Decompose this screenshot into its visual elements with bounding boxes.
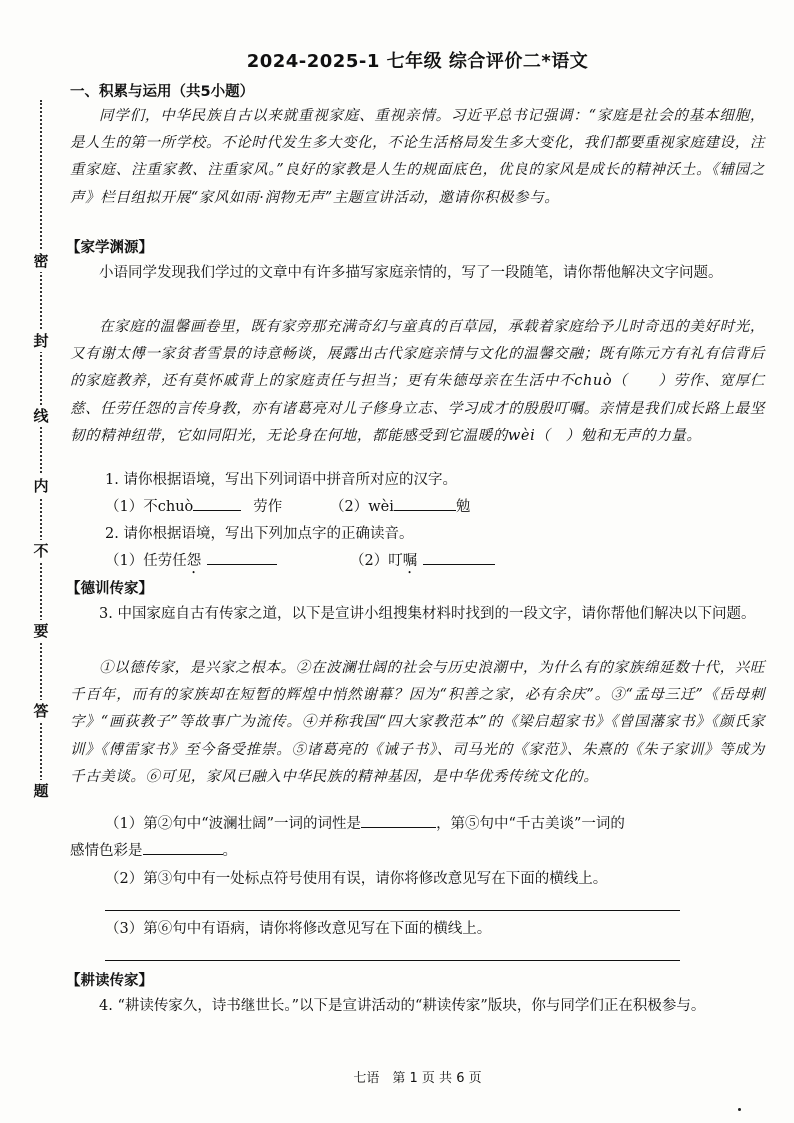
- q1b-tail: 勉: [455, 499, 471, 515]
- q1b-pinyin: wèi: [368, 499, 394, 515]
- q3-1-text-a: （1）第②句中“波澜壮阔”一词的词性是: [105, 816, 362, 832]
- q2a-dotted-char: 怨: [186, 553, 202, 569]
- question-3-3: （3）第⑥句中有语病，请你将修改意见写在下面的横线上。: [105, 921, 492, 937]
- answer-blank[interactable]: [143, 838, 223, 855]
- question-4: 4. “耕读传家久，诗书继世长。”以下是宣讲活动的“耕读传家”版块，你与同学们正在积极参与。: [99, 998, 706, 1014]
- answer-blank[interactable]: [394, 494, 456, 511]
- binding-char: 密: [28, 250, 54, 272]
- question-2: 2. 请你根据语境，写出下列加点字的正确读音。: [105, 526, 414, 542]
- q1a-tail: 劳作: [253, 499, 283, 515]
- question-2-1: [105, 548, 277, 577]
- binding-char: 答: [28, 700, 54, 722]
- page-footer: 七语 第 1 页 共 6 页: [353, 1071, 482, 1086]
- binding-char: 内: [28, 475, 54, 497]
- block1-lead: 小语同学发现我们学过的文章中有许多描写家庭亲情的，写了一段随笔，请你帮他解决文字问题。: [99, 265, 723, 281]
- answer-blank[interactable]: [423, 548, 495, 565]
- binding-char: 封: [28, 330, 54, 352]
- q3-1-text-c: 感情色彩是: [70, 843, 143, 859]
- answer-blank[interactable]: [361, 811, 436, 828]
- binding-dotted-line: [40, 100, 42, 800]
- block-label-jiaxue: 【家学渊源】: [66, 240, 153, 256]
- block2-passage: ①以德传家，是兴家之根本。②在波澜壮阔的社会与历史浪潮中，为什么有的家族绵延数十代，兴旺千百年，而有的家族却在短暂的辉煌中悄然谢幕？因为“积善之家，必有余庆”。③“孟母三迁”《岳母刺字》“画荻教子”等故事广为流传。④并称我国“四大家教范本”的《梁启超家书》《曾国藩家书》《颜氏家训》《傅雷家书》至今备受推崇。⑤诸葛亮的《诫子书》、司马光的《家范》、朱熹的《朱子家训》等成为千古美谈。⑥可见，家风已融入中华民族的精神基因，是中华优秀传统文化的。: [70, 660, 765, 785]
- block1-essay: 在家庭的温馨画卷里，既有家旁那充满奇幻与童真的百草园，承载着家庭给予儿时奇迅的美好时光，又有谢太傅一家贫者雪景的诗意畅谈，展露出古代家庭亲情与文化的温馨交融；既有陈元方有礼有信背后的家庭教养，还有莫怀戚背上的家庭责任与担当；更有朱德母亲在生活中不chuò（ ）劳作、宽厚仁慈、任劳任怨的言传身教，亦有诸葛亮对儿子修身立志、学习成才的殷殷叮嘱。亲情是我们成长路上最坚韧的精神纽带，它如同阳光，无论身在何地，都能感受到它温暖的wèi（ ）勉和无声的力量。: [70, 319, 765, 444]
- binding-char: 不: [28, 540, 54, 562]
- q3-1-text-d: 。: [222, 843, 237, 859]
- q2b-dotted-char: 嘱: [402, 553, 418, 569]
- q2a-word: 任劳任: [143, 553, 187, 569]
- question-1-1: [105, 494, 282, 521]
- q1b-number: （2）: [330, 499, 369, 515]
- question-3-1: [105, 811, 625, 838]
- q1a-pinyin: chuò: [157, 499, 194, 515]
- binding-margin: [28, 100, 54, 800]
- binding-char: 要: [28, 620, 54, 642]
- question-3: 3. 中国家庭自古有传家之道，以下是宣讲小组搜集材料时找到的一段文字，请你帮他们解决以下问题。: [99, 606, 756, 622]
- q1a-number: （1）不: [105, 499, 158, 515]
- block-label-dexun: 【德训传家】: [66, 581, 153, 597]
- page-title: 2024-2025-1 七年级 综合评价二*语文: [246, 51, 589, 72]
- binding-char: 题: [28, 780, 54, 802]
- answer-line[interactable]: [105, 910, 680, 911]
- q3-1-text-b: ，第⑤句中“千古美谈”一词的: [436, 816, 625, 832]
- scan-speck: [738, 1108, 741, 1111]
- q2b-number: （2）: [350, 553, 389, 569]
- answer-blank[interactable]: [207, 548, 277, 565]
- question-2-2: [350, 548, 495, 577]
- question-3-1-cont: [70, 838, 237, 865]
- question-1: 1. 请你根据语境，写出下列词语中拼音所对应的汉字。: [105, 472, 457, 488]
- answer-blank[interactable]: [193, 494, 241, 511]
- q2b-word: 叮: [388, 553, 403, 569]
- question-3-2: （2）第③句中有一处标点符号使用有误，请你将修改意见写在下面的横线上。: [105, 871, 608, 887]
- intro-paragraph: 同学们，中华民族自古以来就重视家庭、重视亲情。习近平总书记强调：“家庭是社会的基本细胞，是人生的第一所学校。不论时代发生多大变化，不论生活格局发生多大变化，我们都要重视家庭建设，注重家庭、注重家教、注重家风。”良好的家教是人生的规面底色，优良的家风是成长的精神沃土。《辅园之声》栏目组拟开展“家风如雨·润物无声”主题宣讲活动，邀请你积极参与。: [70, 108, 765, 206]
- binding-char: 线: [28, 405, 54, 427]
- q2a-number: （1）: [105, 553, 144, 569]
- exam-page: [66, 0, 765, 1123]
- answer-line[interactable]: [105, 960, 680, 961]
- block-label-gengdu: 【耕读传家】: [66, 973, 153, 989]
- question-1-2: [330, 494, 470, 521]
- section-heading: 一、积累与运用（共5小题）: [70, 84, 255, 100]
